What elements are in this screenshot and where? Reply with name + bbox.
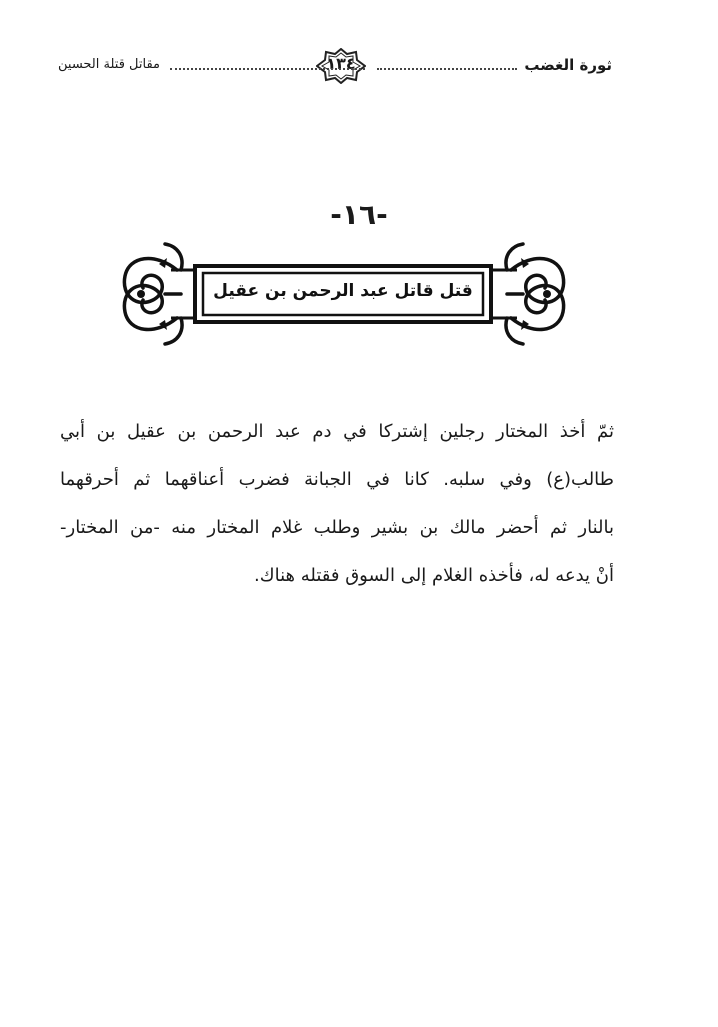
header-chapter-title: مقاتل قتلة الحسين [58, 57, 161, 72]
body-line: بالنار ثم أحضر مالك بن بشير وطلب غلام المختار منه -من المختار- [60, 517, 614, 538]
header-dotted-leader-left [170, 68, 365, 70]
page-number: ١٣٤ [326, 54, 356, 73]
body-line: أنْ يدعه له، فأخذه الغلام إلى السوق فقتله هناك. [254, 565, 614, 586]
running-header [58, 48, 612, 84]
body-line: ثمّ أخذ المختار رجلين إشتركا في دم عبد الرحمن بن عقيل بن أبي [60, 421, 614, 442]
section-title: قتل قاتل عبد الرحمن بن عقيل [213, 281, 473, 301]
header-dotted-leader-right [377, 68, 517, 70]
section-title-banner [115, 242, 603, 346]
header-book-title: ثورة الغضب [524, 56, 612, 74]
section-number: -١٦- [330, 198, 388, 231]
body-paragraph [60, 408, 614, 600]
page-number-ornament [316, 48, 366, 84]
body-line: طالب(ع) وفي سلبه. كانا في الجبانة فضرب أعناقهما ثم أحرقهما [60, 469, 614, 490]
